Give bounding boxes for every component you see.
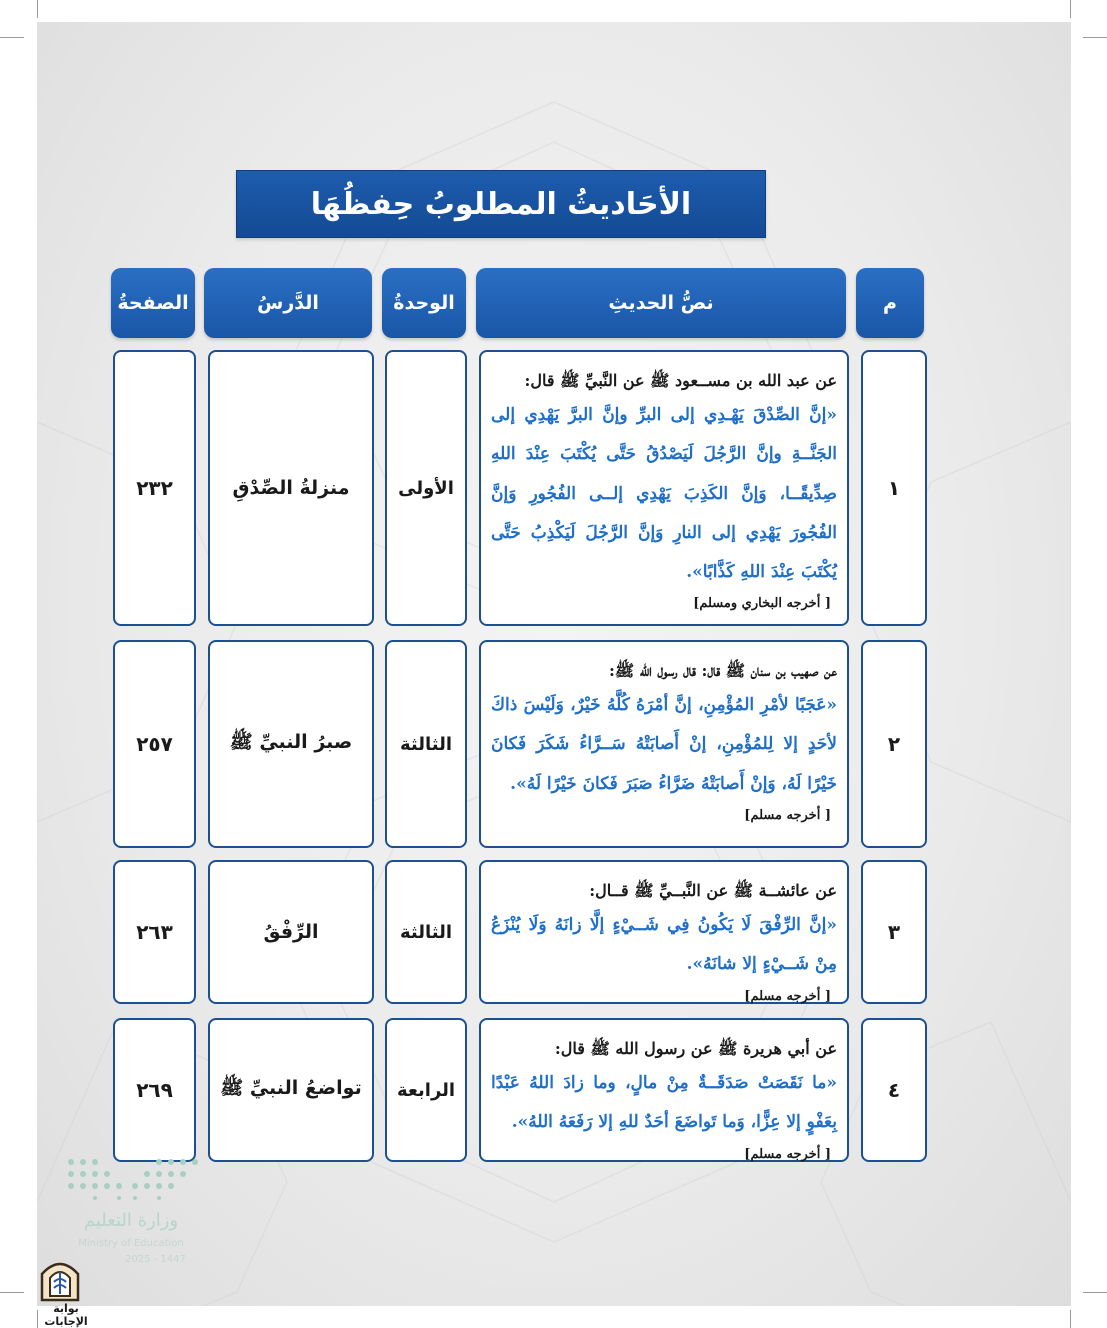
crop-mark [1070, 0, 1071, 18]
page-title: الأحَاديثُ المطلوبُ حِفظُهَا [236, 170, 766, 238]
row-2-hadith-intro: عن صهيب بن سنان ﷺ قال: قال رسول الله ﷺ: [609, 661, 837, 680]
crop-mark [1070, 1310, 1071, 1328]
row-1-hadith-intro: عن عبد الله بن مســعود ﷺ عن النَّبيِّ ﷺ قال: [524, 371, 837, 390]
row-3-lesson: الرِّفْقُ [208, 860, 374, 1004]
row-3-unit: الثالثة [385, 860, 467, 1004]
row-4-hadith [479, 1018, 849, 1162]
header-lesson: الدَّرسُ [204, 268, 372, 338]
crop-mark [1083, 1292, 1107, 1293]
row-1-hadith-body: «إنَّ الصِّدْقَ يَهْـدِي إلى البرِّ وإنَّ البرَّ يَهْدِي إلى الجَنَّــةِ وإنَّ الرَّجُلَ لَيَصْدُقُ حَتَّى يُكْتَبَ عِنْدَ اللهِ صِدِّيقًــا، وَإنَّ الكَذِبَ يَهْدِي إلــى الفُجُورِ وَإنَّ الفُجُورَ يَهْدِي إلى النارِ وَإنَّ الرَّجُلَ لَيَكْذِبُ حَتَّى يُكْتَبَ عِنْدَ اللهِ كَذَّابًا». [491, 405, 837, 582]
row-4-hadith-source: [ أخرجه مسلم] [744, 1146, 831, 1162]
row-1-hadith-source: [ أخرجه البخاري ومسلم] [693, 595, 831, 611]
row-1-unit: الأولى [385, 350, 467, 626]
crop-mark [0, 1292, 24, 1293]
portal-logo-icon [38, 1256, 82, 1302]
row-4-page: ٢٦٩ [113, 1018, 196, 1162]
row-3-number: ٣ [861, 860, 927, 1004]
row-2-unit: الثالثة [385, 640, 467, 848]
crop-mark [37, 0, 38, 18]
row-1-lesson: منزلةُ الصِّدْقِ [208, 350, 374, 626]
row-4-unit: الرابعة [385, 1018, 467, 1162]
row-1-hadith [479, 350, 849, 626]
row-2-hadith-body: «عَجَبًا لأمْرِ المُؤْمِنِ، إنَّ أمْرَهُ كُلَّهُ خَيْرٌ، وَلَيْسَ ذاكَ لأحَدٍ إلا لِلمُؤْمِنِ، إنْ أَصابَتْهُ سَــرَّاءُ شَكَرَ فَكانَ خَيْرًا لَهُ، وَإنْ أَصابَتْهُ ضَرَّاءُ صَبَرَ فَكانَ خَيْرًا لَهُ». [491, 695, 837, 794]
row-4-hadith-body: «ما نَقَصَتْ صَدَقَــةٌ مِنْ مالٍ، وما زادَ اللهُ عَبْدًا بِعَفْوٍ إلا عِزًّا، وَما تَواضَعَ أحَدٌ للهِ إلا رَفَعَهُ اللهُ». [491, 1073, 837, 1133]
ministry-logo [55, 1150, 205, 1270]
row-1-page: ٢٣٢ [113, 350, 196, 626]
row-4-hadith-intro: عن أبي هريرة ﷺ عن رسول الله ﷺ قال: [554, 1039, 837, 1058]
row-4-number: ٤ [861, 1018, 927, 1162]
row-1-number: ١ [861, 350, 927, 626]
row-2-hadith-source: [ أخرجه مسلم] [744, 807, 831, 823]
header-unit: الوحدةُ [382, 268, 466, 338]
row-2-page: ٢٥٧ [113, 640, 196, 848]
ministry-name-arabic: وزارة التعليم [83, 1210, 179, 1231]
row-4-lesson: تواضعُ النبيِّ ﷺ [208, 1018, 374, 1162]
row-3-hadith [479, 860, 849, 1004]
row-2-lesson: صبرُ النبيِّ ﷺ [208, 640, 374, 848]
crop-mark [1083, 37, 1107, 38]
row-3-hadith-body: «إنَّ الرِّفْقَ لَا يَكُونُ فِي شَــيْءٍ إلَّا زانَهُ وَلَا يُنْزَعُ مِنْ شَــيْءٍ إلا شانَهُ». [491, 915, 837, 975]
row-2-hadith [479, 640, 849, 848]
row-3-page: ٢٦٣ [113, 860, 196, 1004]
header-number: م [856, 268, 924, 338]
portal-label: بوابة الإجابات [44, 1302, 88, 1328]
ministry-name-english: Ministry of Education [78, 1238, 184, 1249]
row-3-hadith-source: [ أخرجه مسلم] [744, 988, 831, 1004]
header-page: الصفحةُ [111, 268, 195, 338]
row-2-number: ٢ [861, 640, 927, 848]
header-hadith-text: نصُّ الحديثِ [476, 268, 846, 338]
year-label: 2025 - 1447 [125, 1254, 186, 1265]
row-3-hadith-intro: عن عائشــة ﷺ عن النَّبــيِّ ﷺ قــال: [589, 881, 837, 900]
ministry-dots-icon [63, 1154, 199, 1204]
crop-mark [0, 37, 24, 38]
